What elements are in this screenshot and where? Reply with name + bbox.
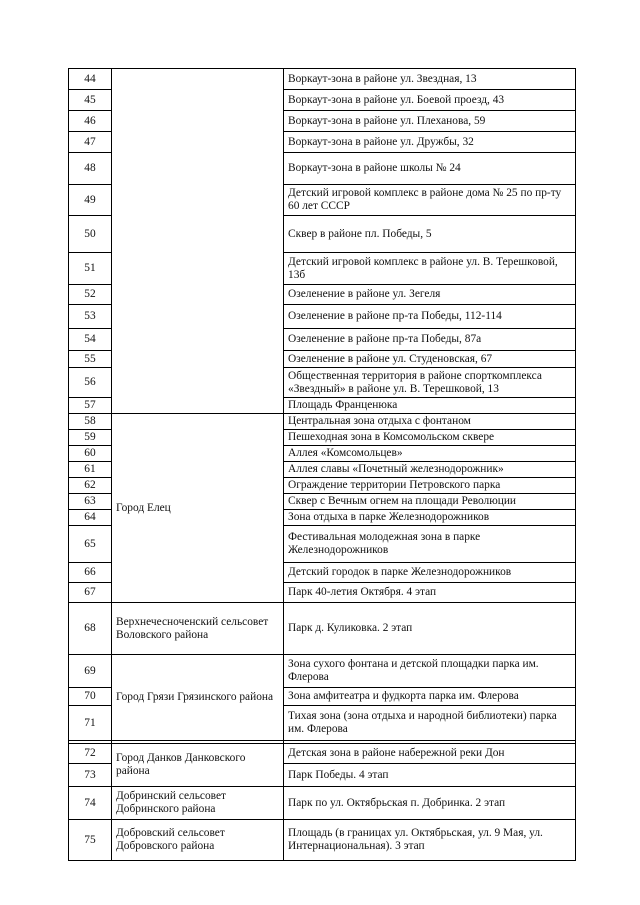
table-row xyxy=(69,603,576,655)
table-row xyxy=(69,655,576,688)
object-cell: Общественная территория в районе спорткомплекса «Звездный» в районе ул. В. Терешковой, 13 xyxy=(284,368,576,398)
object-cell: Воркаут-зона в районе ул. Звездная, 13 xyxy=(284,69,576,90)
object-cell: Сквер с Вечным огнем на площади Революции xyxy=(284,494,576,510)
object-cell: Парк 40-летия Октября. 4 этап xyxy=(284,583,576,603)
table-row xyxy=(69,414,576,430)
object-cell: Зона отдыха в парке Железнодорожников xyxy=(284,510,576,526)
row-number: 46 xyxy=(69,111,112,132)
row-number: 47 xyxy=(69,132,112,153)
object-cell: Площадь (в границах ул. Октябрьская, ул. 9 Мая, ул. Интернациональная). 3 этап xyxy=(284,820,576,861)
object-cell: Детский игровой комплекс в районе дома № 25 по пр-ту 60 лет СССР xyxy=(284,185,576,216)
object-cell: Парк по ул. Октябрьская п. Добринка. 2 этап xyxy=(284,787,576,820)
table-row xyxy=(69,69,576,90)
row-number: 57 xyxy=(69,398,112,414)
area-cell: Город Грязи Грязинского района xyxy=(112,655,284,741)
row-number: 49 xyxy=(69,185,112,216)
row-number: 69 xyxy=(69,655,112,688)
object-cell: Фестивальная молодежная зона в парке Железнодорожников xyxy=(284,526,576,563)
table-row xyxy=(69,820,576,861)
row-number: 73 xyxy=(69,764,112,787)
area-cell: Добровский сельсовет Добровского района xyxy=(112,820,284,861)
row-number: 56 xyxy=(69,368,112,398)
row-number: 51 xyxy=(69,253,112,285)
row-number: 53 xyxy=(69,305,112,329)
object-cell: Центральная зона отдыха с фонтаном xyxy=(284,414,576,430)
object-cell: Озеленение в районе пр-та Победы, 87а xyxy=(284,329,576,351)
row-number: 45 xyxy=(69,90,112,111)
row-number: 54 xyxy=(69,329,112,351)
object-cell: Детский игровой комплекс в районе ул. В. Терешковой, 13б xyxy=(284,253,576,285)
object-cell: Зона сухого фонтана и детской площадки парка им. Флерова xyxy=(284,655,576,688)
object-cell: Сквер в районе пл. Победы, 5 xyxy=(284,216,576,253)
table-row xyxy=(69,744,576,764)
row-number: 65 xyxy=(69,526,112,563)
object-cell: Детская зона в районе набережной реки Дон xyxy=(284,744,576,764)
area-cell: Город Елец xyxy=(112,414,284,603)
object-cell: Ограждение территории Петровского парка xyxy=(284,478,576,494)
row-number: 74 xyxy=(69,787,112,820)
row-number: 52 xyxy=(69,285,112,305)
object-cell: Озеленение в районе ул. Студеновская, 67 xyxy=(284,351,576,368)
row-number: 63 xyxy=(69,494,112,510)
area-cell: Верхнечесноченский сельсовет Воловского района xyxy=(112,603,284,655)
row-number: 72 xyxy=(69,744,112,764)
object-cell: Парк Победы. 4 этап xyxy=(284,764,576,787)
area-cell: Добринский сельсовет Добринского района xyxy=(112,787,284,820)
area-cell xyxy=(112,69,284,414)
territories-table xyxy=(68,68,576,861)
table-row xyxy=(69,787,576,820)
object-cell: Озеленение в районе пр-та Победы, 112-114 xyxy=(284,305,576,329)
area-cell: Город Данков Данковского района xyxy=(112,744,284,787)
row-number: 62 xyxy=(69,478,112,494)
object-cell: Аллея «Комсомольцев» xyxy=(284,446,576,462)
row-number: 66 xyxy=(69,563,112,583)
row-number: 70 xyxy=(69,688,112,706)
object-cell: Пешеходная зона в Комсомольском сквере xyxy=(284,430,576,446)
object-cell: Воркаут-зона в районе ул. Боевой проезд, 43 xyxy=(284,90,576,111)
object-cell: Воркаут-зона в районе школы № 24 xyxy=(284,153,576,185)
row-number: 55 xyxy=(69,351,112,368)
row-number: 48 xyxy=(69,153,112,185)
object-cell: Зона амфитеатра и фудкорта парка им. Флерова xyxy=(284,688,576,706)
row-number: 50 xyxy=(69,216,112,253)
object-cell: Тихая зона (зона отдыха и народной библиотеки) парка им. Флерова xyxy=(284,706,576,741)
object-cell: Аллея славы «Почетный железнодорожник» xyxy=(284,462,576,478)
object-cell: Воркаут-зона в районе ул. Дружбы, 32 xyxy=(284,132,576,153)
row-number: 64 xyxy=(69,510,112,526)
row-number: 59 xyxy=(69,430,112,446)
row-number: 60 xyxy=(69,446,112,462)
row-number: 58 xyxy=(69,414,112,430)
row-number: 71 xyxy=(69,706,112,741)
object-cell: Воркаут-зона в районе ул. Плеханова, 59 xyxy=(284,111,576,132)
row-number: 75 xyxy=(69,820,112,861)
row-number: 61 xyxy=(69,462,112,478)
object-cell: Озеленение в районе ул. Зегеля xyxy=(284,285,576,305)
row-number: 67 xyxy=(69,583,112,603)
object-cell: Детский городок в парке Железнодорожников xyxy=(284,563,576,583)
object-cell: Площадь Франценюка xyxy=(284,398,576,414)
row-number: 68 xyxy=(69,603,112,655)
row-number: 44 xyxy=(69,69,112,90)
object-cell: Парк д. Куликовка. 2 этап xyxy=(284,603,576,655)
